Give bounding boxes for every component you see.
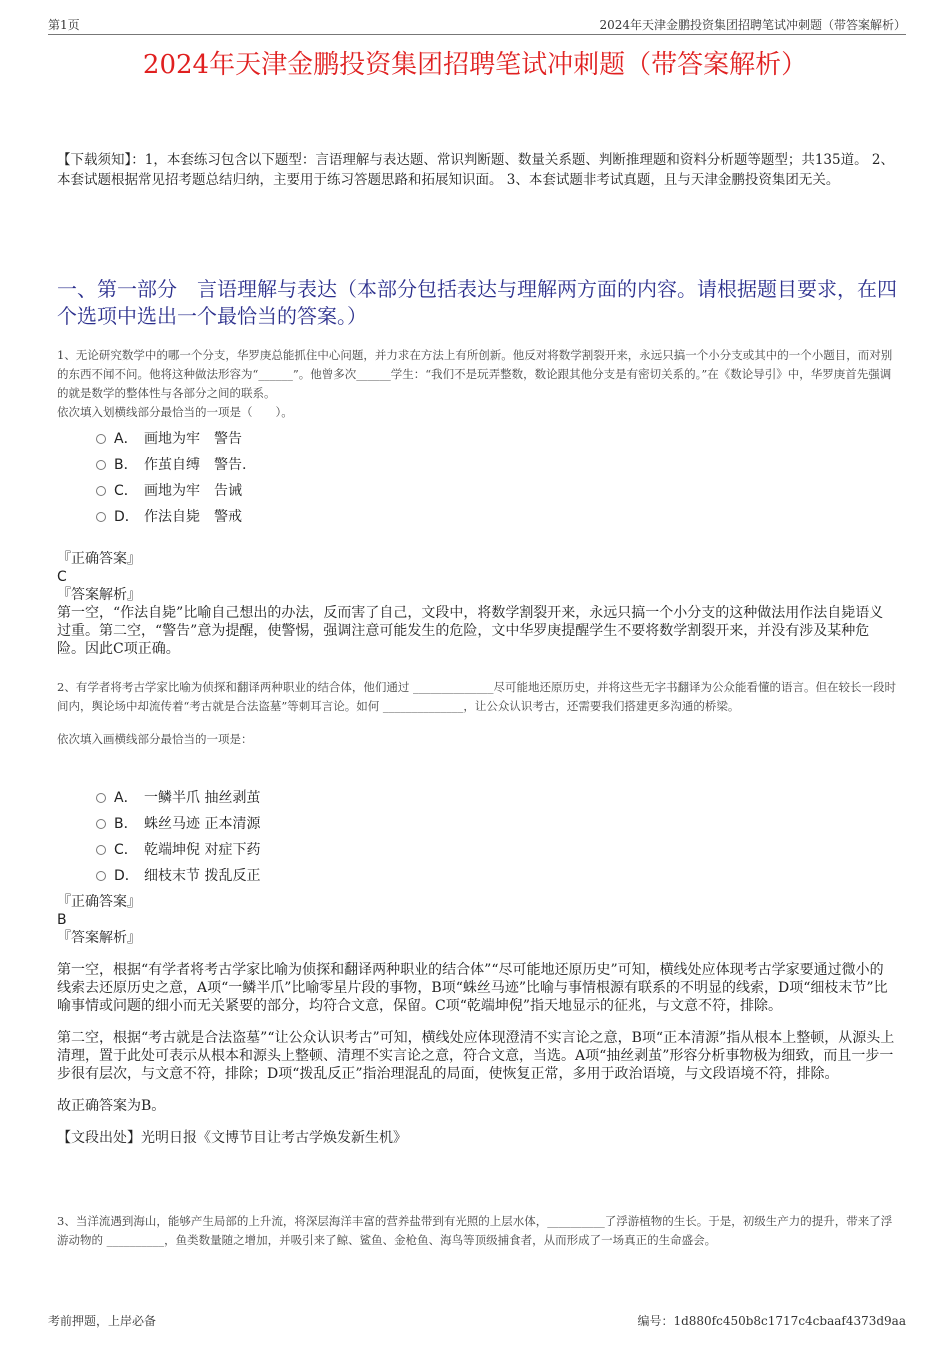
radio-icon[interactable] bbox=[96, 460, 106, 470]
question-1-answer-block bbox=[57, 550, 897, 658]
radio-icon[interactable] bbox=[96, 793, 106, 803]
correct-answer: B bbox=[57, 912, 67, 928]
question-1-option-c[interactable]: C． 画地为牢 告诫 bbox=[96, 478, 496, 504]
question-1 bbox=[57, 346, 897, 422]
answer-label: 『正确答案』 bbox=[57, 894, 141, 910]
radio-icon[interactable] bbox=[96, 486, 106, 496]
document-title: 2024年天津金鹏投资集团招聘笔试冲刺题（带答案解析） bbox=[142, 50, 808, 80]
page-header bbox=[48, 12, 906, 35]
question-1-text: 1、无论研究数学中的哪一个分支，华罗庚总能抓住中心问题，并力求在方法上有所创新。他反对将数学割裂开来，永远只搞一个小分支或其中的一个小题目，而对别的东西不闻不问。他将这种做法形容为“______”。他曾多次______学生：“我们不是玩弄整数，数论跟其他分支是有密切关系的。”在《数论导引》中，华罗庚首先强调的就是数学的整体性与各部分之间的联系。 bbox=[57, 348, 893, 400]
source-note: 【文段出处】光明日报《文博节目让考古学焕发新生机》 bbox=[57, 1130, 407, 1146]
page-number: 第1页 bbox=[48, 18, 80, 32]
section-title: 一、第一部分 言语理解与表达（本部分包括表达与理解两方面的内容。请根据题目要求，在四个选项中选出一个最恰当的答案。） bbox=[57, 277, 897, 328]
analysis-label: 『答案解析』 bbox=[57, 587, 141, 603]
question-2 bbox=[57, 678, 897, 749]
question-1-option-d[interactable]: D． 作法自毙 警戒 bbox=[96, 504, 496, 530]
question-2-option-a[interactable]: A． 一鳞半爪 抽丝剥茧 bbox=[96, 785, 496, 811]
question-2-answer-block bbox=[57, 893, 897, 1147]
question-3-text: 3、当洋流遇到海山，能够产生局部的上升流，将深层海洋丰富的营养盐带到有光照的上层水体，__________了浮游植物的生长。于是，初级生产力的提升，带来了浮游动物的 __________，鱼类数量随之增加，并吸引来了鲸、鲨鱼、金枪鱼、海鸟等顶级捕食者，从而形成了一场真正的生命盛会。 bbox=[57, 1214, 893, 1247]
question-2-option-d[interactable]: D． 细枝末节 拨乱反正 bbox=[96, 863, 496, 889]
footer-slogan: 考前押题，上岸必备 bbox=[48, 1314, 157, 1328]
question-1-option-a[interactable]: A． 画地为牢 警告 bbox=[96, 426, 496, 452]
question-1-options bbox=[96, 426, 496, 530]
question-2-text: 2、有学者将考古学家比喻为侦探和翻译两种职业的结合体，他们通过 ______________尽可能地还原历史，并将这些无字书翻译为公众能看懂的语言。但在较长一段时间内，舆论场中却流传着“考古就是合法盗墓”等刺耳言论。如何 ______________，让公众认识考古，还需要我们搭建更多沟通的桥梁。 bbox=[57, 680, 896, 713]
radio-icon[interactable] bbox=[96, 871, 106, 881]
question-2-option-c[interactable]: C． 乾端坤倪 对症下药 bbox=[96, 837, 496, 863]
answer-label: 『正确答案』 bbox=[57, 551, 141, 567]
analysis-paragraph-3: 故正确答案为B。 bbox=[57, 1098, 166, 1114]
running-title: 2024年天津金鹏投资集团招聘笔试冲刺题（带答案解析） bbox=[599, 18, 906, 32]
correct-answer: C bbox=[57, 569, 67, 585]
question-1-option-b[interactable]: B． 作茧自缚 警告. bbox=[96, 452, 496, 478]
analysis-label: 『答案解析』 bbox=[57, 930, 141, 946]
analysis-paragraph-1: 第一空，根据“有学者将考古学家比喻为侦探和翻译两种职业的结合体”“尽可能地还原历史”可知，横线处应体现考古学家要通过微小的线索去还原历史之意，A项“一鳞半爪”比喻零星片段的事物，B项“蛛丝马迹”比喻与事情根源有联系的不明显的线索，D项“细枝末节”比喻事情或问题的细小而无关紧要的部分，均符合文意，保留。C项“乾端坤倪”指天地显示的征兆，与文意不符，排除。 bbox=[57, 962, 888, 1014]
question-2-option-b[interactable]: B． 蛛丝马迹 正本清源 bbox=[96, 811, 496, 837]
analysis-paragraph-2: 第二空，根据“考古就是合法盗墓”“让公众认识考古”可知，横线处应体现澄清不实言论之意，B项“正本清源”指从根本上整顿，从源头上清理，置于此处可表示从根本和源头上整顿、清理不实言论之意，符合文意，当选。A项“抽丝剥茧”形容分析事物极为细致，而且一步一步很有层次，与文意不符，排除；D项“拨乱反正”指治理混乱的局面，使恢复正常，多用于政治语境，与文段语境不符，排除。 bbox=[57, 1030, 895, 1082]
question-2-options bbox=[96, 785, 496, 889]
radio-icon[interactable] bbox=[96, 845, 106, 855]
radio-icon[interactable] bbox=[96, 434, 106, 444]
analysis-text: 第一空，“作法自毙”比喻自己想出的办法，反而害了自己，文段中，将数学割裂开来，永远只搞一个小分支的这种做法用作法自毙语义过重。第二空，“警告”意为提醒，使警惕，强调注意可能发生的危险，文中华罗庚提醒学生不要将数学割裂开来，并没有涉及某种危险。因此C项正确。 bbox=[57, 605, 884, 657]
radio-icon[interactable] bbox=[96, 819, 106, 829]
radio-icon[interactable] bbox=[96, 512, 106, 522]
question-2-prompt: 依次填入画横线部分最恰当的一项是： bbox=[57, 732, 253, 746]
document-id: 编号：1d880fc450b8c1717c4cbaaf4373d9aa bbox=[637, 1314, 906, 1328]
question-3 bbox=[57, 1212, 897, 1250]
question-1-prompt: 依次填入划横线部分最恰当的一项是（ ）。 bbox=[57, 405, 293, 419]
download-notice: 【下载须知】：1，本套练习包含以下题型：言语理解与表达题、常识判断题、数量关系题、判断推理题和资料分析题等题型；共135道。 2、本套试题根据常见招考题总结归纳，主要用于练习答题思路和拓展知识面。 3、本套试题非考试真题，且与天津金鹏投资集团无关。 bbox=[57, 152, 894, 188]
